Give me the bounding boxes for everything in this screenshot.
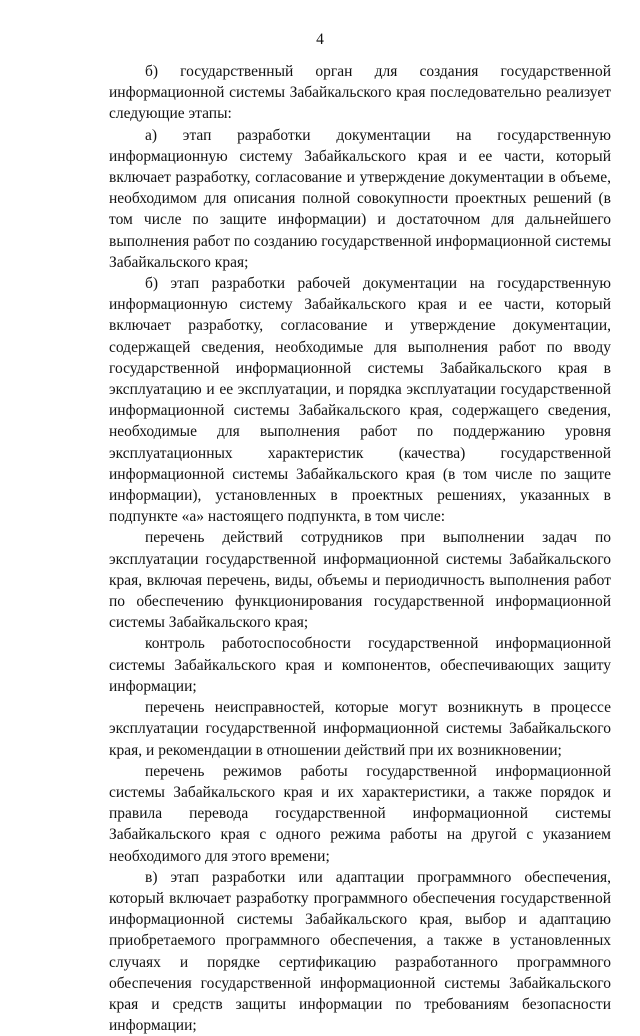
paragraph-health-control: контроль работоспособности государственной информационной системы Забайкальского края и компонентов, обеспечивающих защиту информации; bbox=[109, 635, 611, 695]
paragraph-stages-intro: б) государственный орган для создания государственной информационной системы Забайкальского края последовательно реализует следующие этапы: bbox=[109, 63, 611, 123]
paragraph-faults-list: перечень неисправностей, которые могут возникнуть в процессе эксплуатации государственной информационной системы Забайкальского края, и рекомендации в отношении действий при их возникновении; bbox=[109, 699, 611, 759]
document-body bbox=[109, 61, 611, 1036]
paragraph-actions-list: перечень действий сотрудников при выполнении задач по эксплуатации государственной информационной системы Забайкальского края, включая перечень, виды, объемы и периодичность выполнения работ по обеспечению функционирования государственной информационной системы Забайкальского края; bbox=[109, 529, 611, 632]
paragraph-stage-b: б) этап разработки рабочей документации на государственную информационную систему Забайкальского края и ее части, который включает разработку, согласование и утверждение документации, содержащей сведения, необходимые для выполнения работ по вводу государственной информационной системы Забайкальского края в эксплуатацию и ее эксплуатации, и порядка эксплуатации государственной информационной системы Забайкальского края, содержащего сведения, необходимые для выполнения работ по поддержанию уровня эксплуатационных характеристик (качества) государственной информационной системы Забайкальского края (в том числе по защите информации), установленных в проектных решениях, указанных в подпункте «а» настоящего подпункта, в том числе: bbox=[109, 275, 611, 526]
paragraph-stage-a: а) этап разработки документации на государственную информационную систему Забайкальского края и ее части, который включает разработку, согласование и утверждение документации в объеме, необходимом для описания полной совокупности проектных решений (в том числе по защите информации) и достаточном для дальнейшего выполнения работ по созданию государственной информационной системы Забайкальского края; bbox=[109, 126, 611, 271]
page-number: 4 bbox=[316, 31, 324, 48]
paragraph-modes-list: перечень режимов работы государственной информационной системы Забайкальского края и их характеристики, а также порядок и правила перевода государственной информационной системы Забайкальского края с одного режима работы на другой с указанием необходимого для этого времени; bbox=[109, 762, 611, 865]
paragraph-stage-c: в) этап разработки или адаптации программного обеспечения, который включает разработку программного обеспечения государственной информационной системы Забайкальского края, выбор и адаптацию приобретаемого программного обеспечения, а также в установленных случаях и порядке сертификацию разработанного программного обеспечения государственной информационной системы Забайкальского края и средств защиты информации по требованиям безопасности информации; bbox=[109, 868, 611, 1035]
